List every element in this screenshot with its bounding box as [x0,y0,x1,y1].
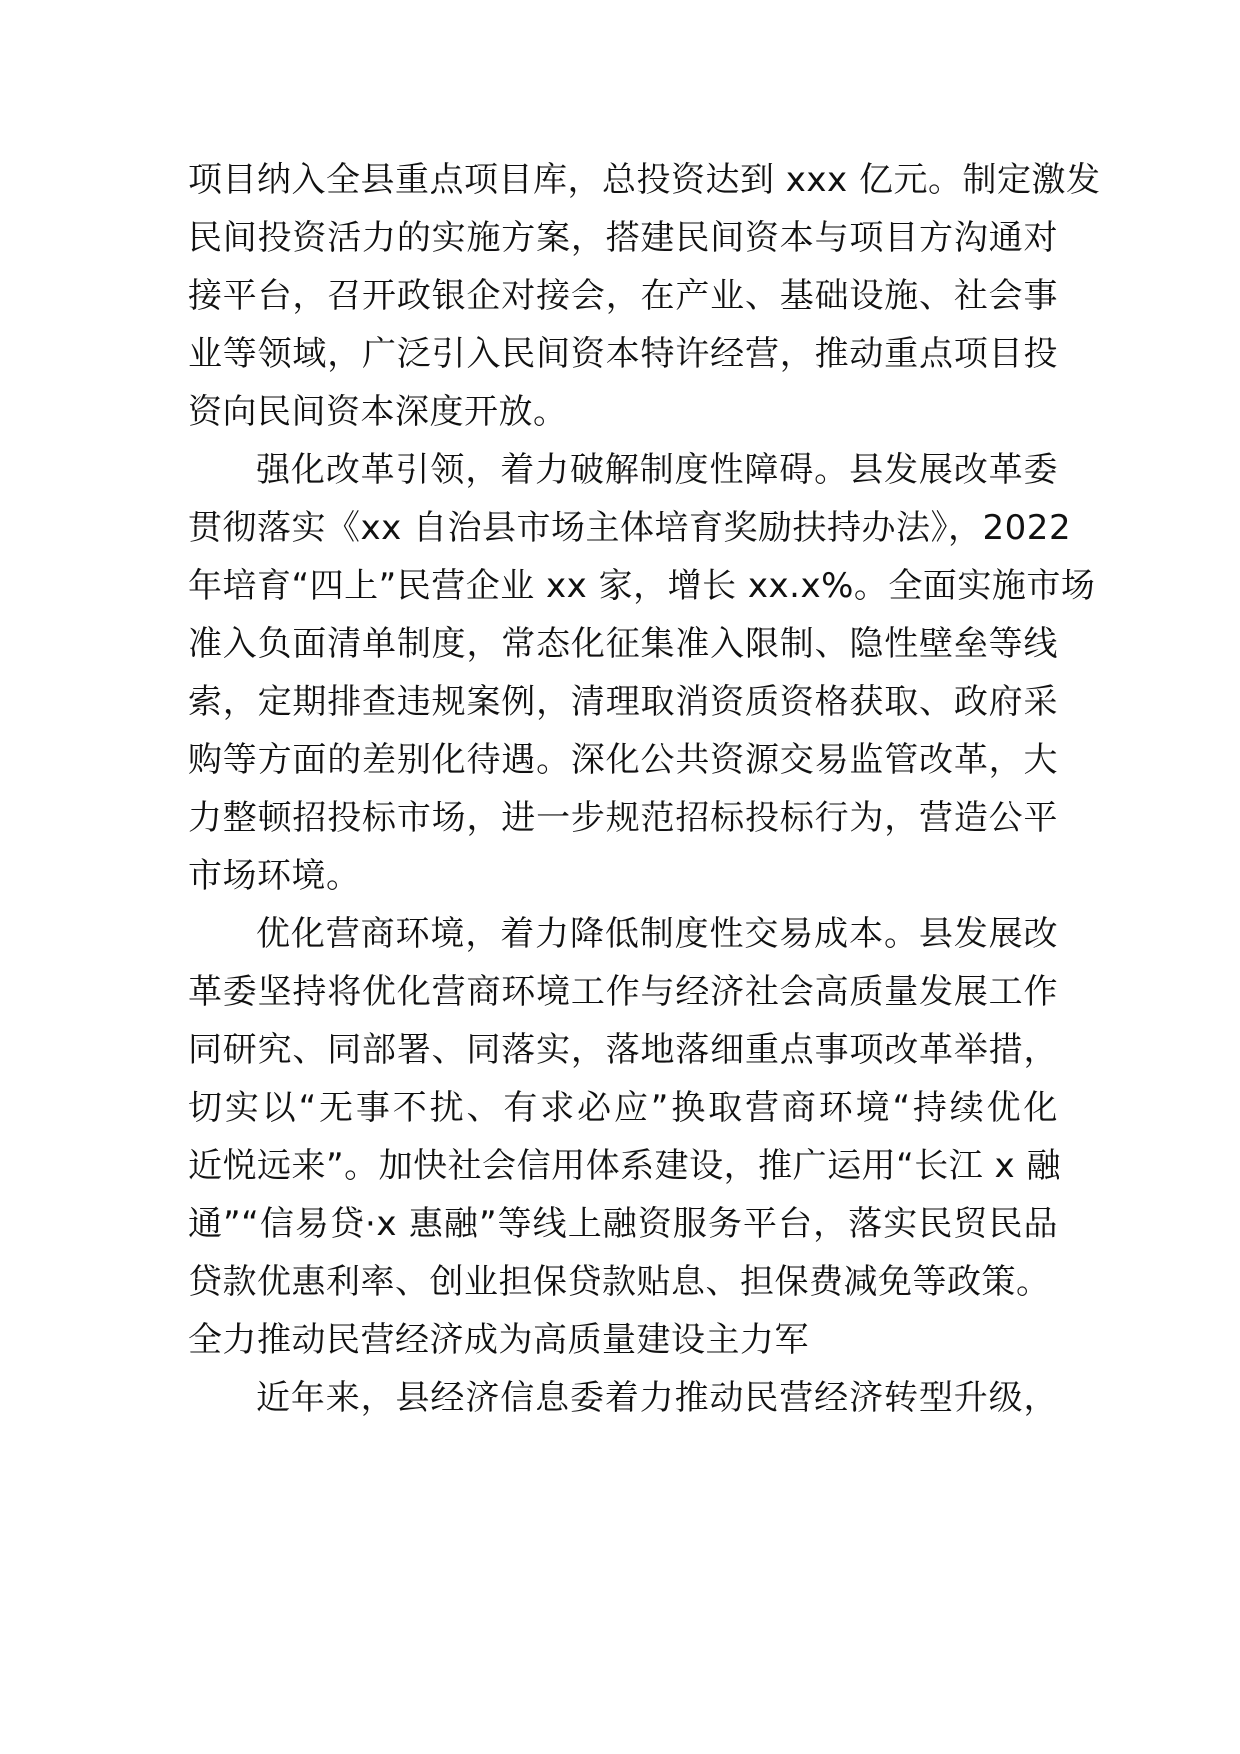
paragraph-1-line-2: 民间投资活力的实施方案，搭建民间资本与项目方沟通对 [188,218,1058,258]
section-heading: 全力推动民营经济成为高质量建设主力军 [188,1320,809,1360]
paragraph-2-line-7: 力整顿招投标市场，进一步规范招标投标行为，营造公平 [188,798,1058,838]
paragraph-1-line-5: 资向民间资本深度开放。 [188,392,568,432]
paragraph-3-line-6: 通”“信易贷·x 惠融”等线上融资服务平台，落实民贸民品 [188,1204,1058,1244]
paragraph-3-line-4: 切实以“无事不扰、有求必应”换取营商环境“持续优化 [188,1088,1058,1128]
paragraph-3-line-1: 优化营商环境，着力降低制度性交易成本。县发展改 [256,914,1058,954]
paragraph-4-line-1: 近年来，县经济信息委着力推动民营经济转型升级， [256,1378,1058,1418]
paragraph-1-line-4: 业等领域，广泛引入民间资本特许经营，推动重点项目投 [188,334,1058,374]
paragraph-2-line-5: 索，定期排查违规案例，清理取消资质资格获取、政府采 [188,682,1058,722]
paragraph-3-line-5: 近悦远来”。加快社会信用体系建设，推广运用“长江 x 融 [188,1146,1061,1186]
paragraph-3-line-7: 贷款优惠利率、创业担保贷款贴息、担保费减免等政策。 [188,1262,1051,1302]
paragraph-2-line-6: 购等方面的差别化待遇。深化公共资源交易监管改革，大 [188,740,1058,780]
paragraph-1-line-1: 项目纳入全县重点项目库，总投资达到 xxx 亿元。制定激发 [188,160,1101,200]
paragraph-3-line-2: 革委坚持将优化营商环境工作与经济社会高质量发展工作 [188,972,1058,1012]
paragraph-3-line-3: 同研究、同部署、同落实，落地落细重点事项改革举措， [188,1030,1058,1070]
paragraph-2-line-3: 年培育“四上”民营企业 xx 家，增长 xx.x%。全面实施市场 [188,566,1096,606]
paragraph-2-line-2: 贯彻落实《xx 自治县市场主体培育奖励扶持办法》，2022 [188,508,1072,548]
paragraph-1-line-3: 接平台，召开政银企对接会，在产业、基础设施、社会事 [188,276,1058,316]
paragraph-2-line-8: 市场环境。 [188,856,361,896]
paragraph-2-line-1: 强化改革引领，着力破解制度性障碍。县发展改革委 [256,450,1058,490]
paragraph-2-line-4: 准入负面清单制度，常态化征集准入限制、隐性壁垒等线 [188,624,1058,664]
